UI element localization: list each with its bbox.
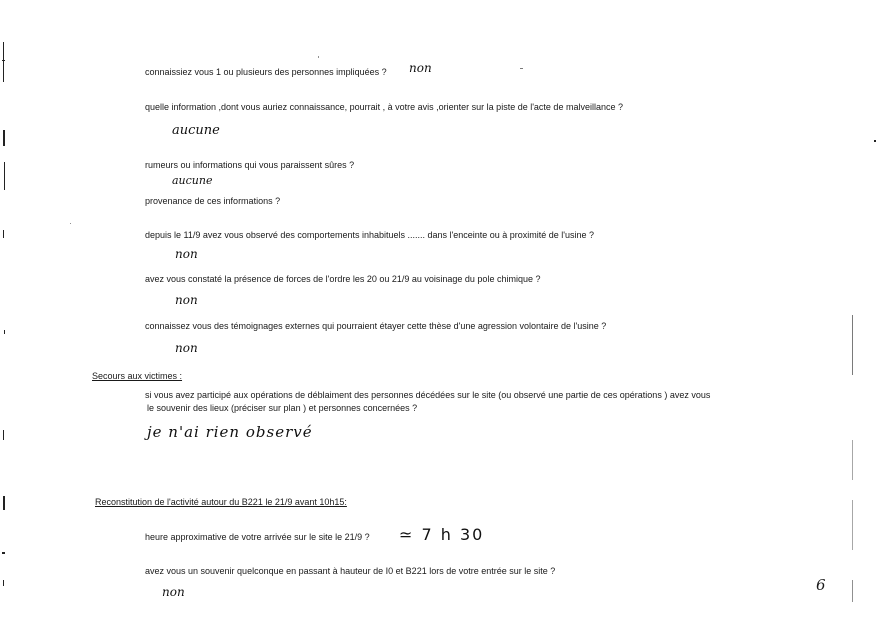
answer-deblaiement: je n'ai rien observé (147, 423, 313, 441)
question-comportements: depuis le 11/9 avez vous observé des comportements inhabituels ....... dans l'enceinte ou à proximité de l'usine ? (145, 230, 595, 240)
question-deblaiement-line1: si vous avez participé aux opérations de déblaiment des personnes décédées sur le site (ou observé une partie de ces opérations ) avez vous (145, 390, 711, 400)
section-header-reconstitution: Reconstitution de l'activité autour du B221 le 21/9 avant 10h15: (95, 497, 347, 507)
scan-mark (852, 500, 853, 550)
scan-mark (2, 552, 5, 554)
scan-mark (852, 580, 853, 602)
scan-mark (3, 42, 4, 82)
question-deblaiement-line2: le souvenir des lieux (préciser sur plan ) et personnes concernées ? (147, 403, 418, 413)
scan-mark (3, 230, 4, 238)
question-heure-arrivee: heure approximative de votre arrivée sur le site le 21/9 ? (145, 532, 370, 542)
question-personnes-impliquees: connaissiez vous 1 ou plusieurs des personnes impliquées ? (145, 67, 387, 77)
scan-mark (70, 223, 71, 224)
question-temoignages: connaissez vous des témoignages externes qui pourraient étayer cette thèse d'une agression volontaire de l'usine ? (145, 321, 607, 331)
scan-mark (3, 430, 4, 440)
question-souvenir-entree: avez vous un souvenir quelconque en passant à hauteur de I0 et B221 lors de votre entrée sur le site ? (145, 566, 556, 576)
scan-mark (4, 162, 5, 190)
section-header-secours: Secours aux victimes : (92, 371, 183, 381)
scan-mark (3, 496, 5, 510)
answer-forces-ordre: non (175, 293, 198, 307)
scan-mark (852, 440, 853, 480)
scan-mark (874, 140, 876, 142)
question-forces-ordre: avez vous constaté la présence de forces de l'ordre les 20 ou 21/9 au voisinage du pole chimique ? (145, 274, 541, 284)
question-provenance: provenance de ces informations ? (145, 196, 281, 206)
answer-temoignages: non (175, 341, 198, 355)
answer-comportements: non (175, 247, 198, 261)
question-information-piste: quelle information ,dont vous auriez connaissance, pourrait , à votre avis ,orienter sur la piste de l'acte de malveillance ? (145, 102, 623, 112)
answer-souvenir-entree: non (162, 585, 185, 599)
scan-mark (852, 315, 853, 375)
page-number: 6 (816, 576, 826, 594)
scan-mark (3, 130, 5, 146)
scan-mark (4, 330, 5, 334)
answer-personnes-impliquees: non (409, 61, 432, 75)
answer-rumeurs: aucune (172, 174, 213, 187)
answer-heure-arrivee: ≃ 7 h 30 (399, 525, 485, 544)
scan-mark (318, 56, 319, 58)
scan-mark (2, 60, 5, 61)
scan-mark (3, 580, 4, 586)
scan-mark (520, 68, 523, 69)
answer-information-piste: aucune (172, 123, 220, 138)
question-rumeurs: rumeurs ou informations qui vous paraissent sûres ? (145, 160, 355, 170)
